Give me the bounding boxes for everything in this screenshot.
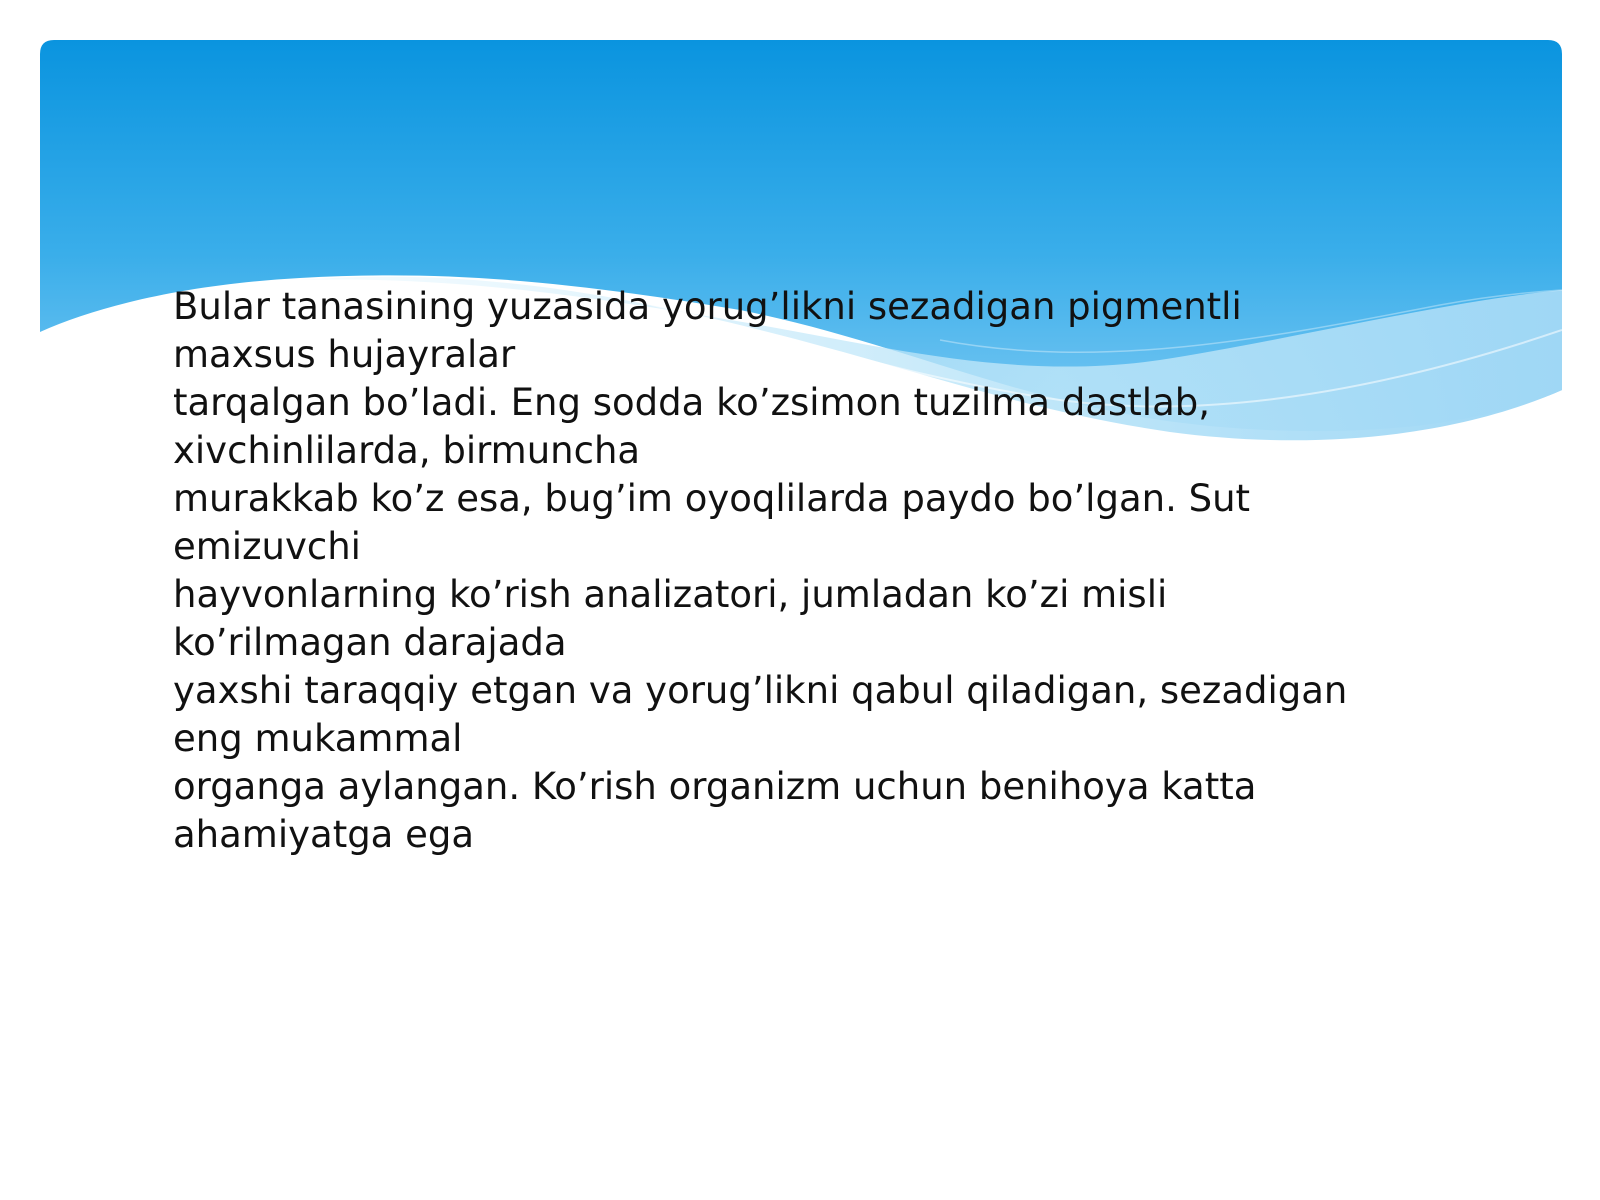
body-line: hayvonlarning ko’rish analizatori, jumladan ko’zi misli (173, 573, 1168, 616)
body-line: tarqalgan bo’ladi. Eng sodda ko’zsimon tuzilma dastlab, (173, 381, 1211, 424)
body-line: xivchinlilarda, birmuncha (173, 429, 641, 472)
body-line: organga aylangan. Ko’rish organizm uchun benihoya katta (173, 765, 1257, 808)
body-line: emizuvchi (173, 525, 361, 568)
body-line: ahamiyatga ega (173, 813, 475, 856)
body-line: maxsus hujayralar (173, 333, 516, 376)
body-line: ko’rilmagan darajada (173, 621, 567, 664)
body-line: eng mukammal (173, 717, 463, 760)
body-line: yaxshi taraqqiy etgan va yorug’likni qabul qiladigan, sezadigan (173, 669, 1348, 712)
body-text (173, 283, 1433, 859)
body-line: Bular tanasining yuzasida yorug’likni sezadigan pigmentli (173, 285, 1242, 328)
body-line: murakkab ko’z esa, bug’im oyoqlilarda paydo bo’lgan. Sut (173, 477, 1251, 520)
